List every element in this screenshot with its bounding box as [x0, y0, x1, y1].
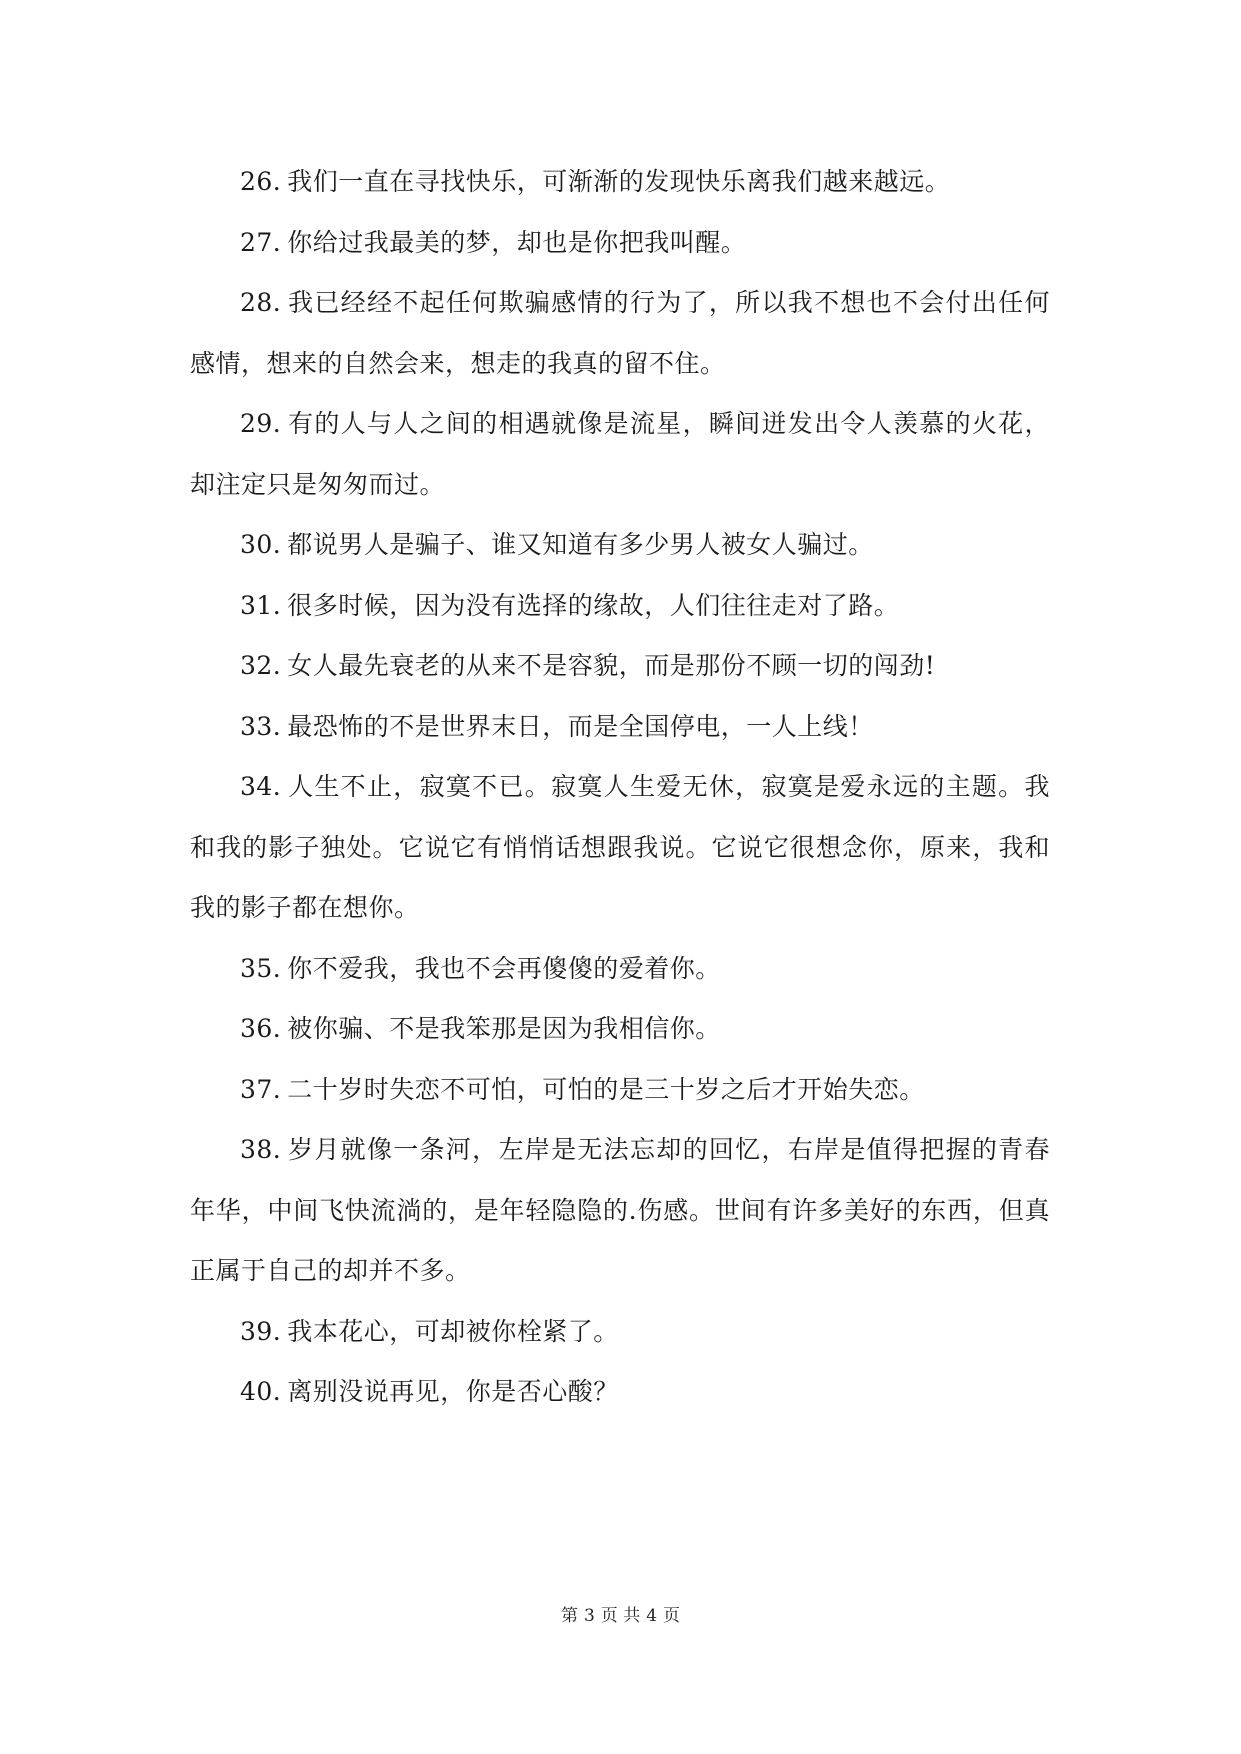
footer-suffix: 页: [663, 1606, 681, 1626]
paragraph-35: [190, 939, 1050, 1000]
paragraph-number: 30.: [240, 530, 282, 559]
paragraph-40: [190, 1362, 1050, 1423]
paragraph-text: 你给过我最美的梦，却也是你把我叫醒。: [287, 227, 747, 257]
paragraph-number: 32.: [240, 651, 282, 680]
paragraph-text: 你不爱我，我也不会再傻傻的爱着你。: [287, 953, 721, 983]
paragraph-29: [190, 394, 1050, 515]
document-body: [190, 152, 1050, 1423]
paragraph-number: 28.: [240, 288, 282, 317]
paragraph-text: 岁月就像一条河，左岸是无法忘却的回忆，右岸是值得把握的青春年华，中间飞快流淌的，是年轻隐隐的.伤感。世间有许多美好的东西，但真正属于自己的却并不多。: [190, 1135, 1050, 1285]
paragraph-number: 40.: [240, 1377, 282, 1406]
paragraph-33: [190, 697, 1050, 758]
paragraph-34: [190, 757, 1050, 939]
paragraph-number: 35.: [240, 953, 282, 983]
paragraph-text: 被你骗、不是我笨那是因为我相信你。: [287, 1014, 721, 1043]
paragraph-number: 27.: [240, 227, 282, 257]
paragraph-text: 二十岁时失恋不可怕，可怕的是三十岁之后才开始失恋。: [287, 1074, 925, 1104]
paragraph-32: [190, 636, 1050, 697]
paragraph-number: 34.: [240, 772, 282, 801]
paragraph-26: [190, 152, 1050, 213]
paragraph-text: 都说男人是骗子、谁又知道有多少男人被女人骗过。: [287, 530, 874, 559]
paragraph-text: 离别没说再见，你是否心酸？: [287, 1377, 619, 1406]
paragraph-number: 39.: [240, 1316, 282, 1346]
paragraph-text: 很多时候，因为没有选择的缘故，人们往往走对了路。: [287, 590, 900, 620]
page-footer: [0, 1601, 1241, 1626]
paragraph-31: [190, 576, 1050, 637]
paragraph-text: 我本花心，可却被你栓紧了。: [287, 1316, 619, 1346]
paragraph-number: 37.: [240, 1074, 282, 1104]
total-page-number: 4: [646, 1606, 658, 1626]
paragraph-text: 我已经经不起任何欺骗感情的行为了，所以我不想也不会付出任何感情，想来的自然会来，想走的我真的留不住。: [190, 288, 1050, 378]
paragraph-number: 38.: [240, 1135, 282, 1164]
paragraph-number: 36.: [240, 1014, 282, 1043]
paragraph-number: 31.: [240, 590, 282, 620]
paragraph-number: 26.: [240, 167, 282, 196]
paragraph-text: 有的人与人之间的相遇就像是流星，瞬间迸发出令人羡慕的火花，却注定只是匆匆而过。: [190, 409, 1050, 499]
paragraph-28: [190, 273, 1050, 394]
paragraph-text: 人生不止，寂寞不已。寂寞人生爱无休，寂寞是爱永远的主题。我和我的影子独处。它说它有悄悄话想跟我说。它说它很想念你，原来，我和我的影子都在想你。: [190, 772, 1050, 922]
paragraph-38: [190, 1120, 1050, 1302]
paragraph-text: 最恐怖的不是世界末日，而是全国停电，一人上线！: [287, 711, 874, 741]
footer-middle: 页 共: [600, 1606, 641, 1626]
paragraph-36: [190, 999, 1050, 1060]
current-page-number: 3: [583, 1606, 595, 1626]
paragraph-text: 女人最先衰老的从来不是容貌，而是那份不顾一切的闯劲!: [287, 651, 936, 680]
paragraph-37: [190, 1060, 1050, 1121]
footer-prefix: 第: [560, 1606, 578, 1626]
paragraph-30: [190, 515, 1050, 576]
paragraph-text: 我们一直在寻找快乐，可渐渐的发现快乐离我们越来越远。: [287, 167, 951, 196]
paragraph-number: 33.: [240, 711, 282, 741]
paragraph-39: [190, 1302, 1050, 1363]
paragraph-number: 29.: [240, 409, 282, 438]
paragraph-27: [190, 213, 1050, 274]
